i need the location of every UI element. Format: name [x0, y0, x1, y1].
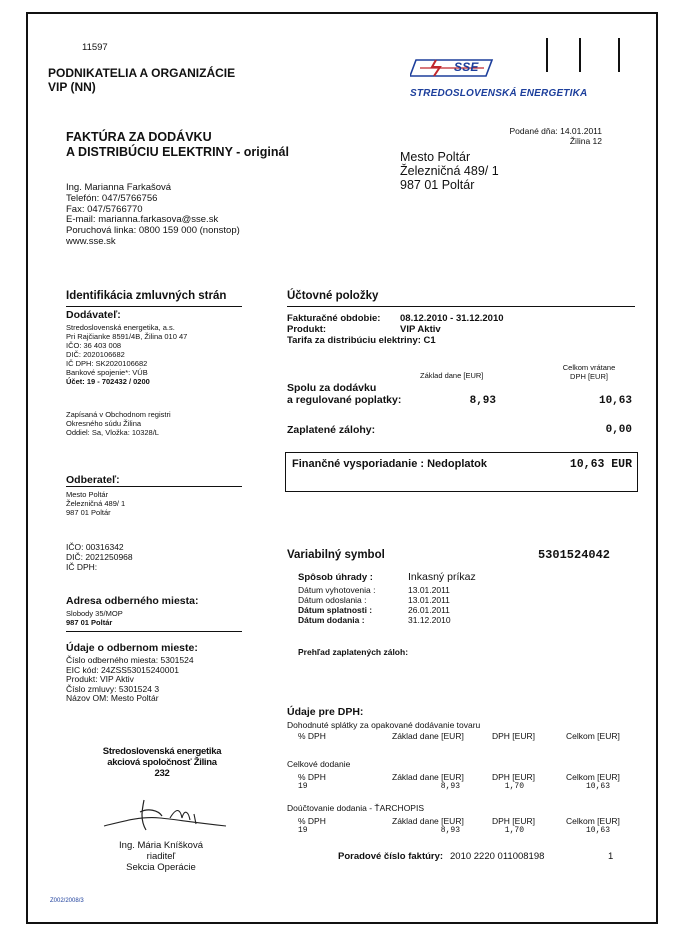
period-label: Fakturačné obdobie: [287, 313, 381, 324]
col-base-header: Základ dane [EUR] [420, 371, 484, 380]
delivery-address: Slobody 35/MOP 987 01 Poltár [66, 609, 123, 627]
vat-rate-value: 19 [298, 826, 308, 835]
accounting-title: Účtovné položky [287, 290, 379, 302]
vat-base-value: 8,93 [440, 782, 460, 791]
invoice-number-label: Poradové číslo faktúry: [338, 851, 444, 862]
customer-address: Mesto Poltár Železničná 489/ 1 987 01 Poltár [66, 490, 126, 517]
divider [66, 631, 242, 632]
company-logo [410, 56, 498, 80]
point-details: Číslo odberného miesta: 5301524 EIC kód: 24ZSS53015240001 Produkt: VIP Aktiv Číslo zmluvy: 5301524 3 Názov OM: Mesto Poltár [66, 655, 194, 704]
dates-labels: Dátum vyhotovenia : Dátum odoslania : Dátum splatnosti : Dátum dodania : [298, 585, 376, 625]
vat-col-total: Celkom [EUR] [566, 731, 620, 741]
vat-amount-value: 1,70 [504, 826, 524, 835]
registry-info: Zapísaná v Obchodnom registri Okresného súdu Žilina Oddiel: Sa, Vložka: 10328/L [66, 410, 171, 437]
vat-total-value: 10,63 [585, 782, 610, 791]
advances-label: Zaplatené zálohy: [287, 424, 376, 436]
payment-method-label: Spôsob úhrady : [298, 572, 373, 583]
payment-method-value: Inkasný príkaz [408, 571, 476, 583]
tariff: Tarifa za distribúciu elektriny: C1 [287, 335, 436, 346]
sum-total-value: 10,63 [598, 395, 632, 407]
barcode-marks [546, 38, 626, 72]
recipient-address: Mesto Poltár Železničná 489/ 1 987 01 Poltár [400, 150, 499, 192]
vat-col-rate: % DPH [298, 772, 326, 782]
supplier-details: Stredoslovenská energetika, a.s. Pri Rajčianke 8591/4B, Žilina 010 47 IČO: 36 403 008 DIČ: 2020106682 IČ DPH: SK2020106682 Bankové spojenie*: VÚB Účet: 19 - 702432 / 0200 [66, 323, 188, 386]
vat-col-vat: DPH [EUR] [492, 731, 535, 741]
form-code: Z002/2008/3 [50, 898, 84, 904]
settlement-label: Finančné vysporiadanie : Nedoplatok [292, 458, 487, 470]
email-link[interactable]: E-mail: marianna.farkasova@sse.sk [66, 214, 219, 226]
vat-base-value: 8,93 [440, 826, 460, 835]
period-value: 08.12.2010 - 31.12.2010 [400, 313, 504, 324]
vat-col-total: Celkom [EUR] [566, 816, 620, 826]
customer-title: Odberateľ: [66, 474, 120, 486]
sum-label: Spolu za dodávku a regulované poplatky: [287, 382, 402, 406]
sum-base-value: 8,93 [469, 395, 496, 407]
company-stamp: Stredoslovenská energetika akciová spoločnosť Žilina 232 [102, 746, 222, 779]
bank-account: Účet: 19 - 702432 / 0200 [66, 377, 150, 386]
vat-total-value: 10,63 [585, 826, 610, 835]
vat-col-base: Základ dane [EUR] [392, 772, 464, 782]
page-number: 1 [608, 851, 614, 862]
filing-info: Podané dňa: 14.01.2011 Žilina 12 [509, 126, 602, 146]
customer-category: PODNIKATELIA A ORGANIZÁCIE VIP (NN) [48, 66, 236, 94]
vat-block-title: Celkové dodanie [287, 759, 351, 769]
signature [100, 796, 230, 836]
advances-value: 0,00 [605, 424, 632, 436]
document-number: 11597 [82, 42, 108, 53]
point-title: Údaje o odbernom mieste: [66, 642, 198, 654]
logo-text: SSE [454, 60, 479, 74]
product-value: VIP Aktiv [400, 324, 441, 335]
divider [66, 486, 242, 487]
supplier-title: Dodávateľ: [66, 309, 121, 321]
dates-values: 13.01.2011 13.01.2011 26.01.2011 31.12.2010 [408, 585, 451, 625]
invoice-number-value: 2010 2220 011008198 [450, 851, 545, 862]
vat-col-vat: DPH [EUR] [492, 772, 535, 782]
vat-block-title: Doúčtovanie dodania - ŤARCHOPIS [287, 803, 425, 813]
divider [287, 306, 635, 307]
col-total-header: Celkom vrátane DPH [EUR] [562, 363, 616, 381]
variable-symbol-label: Variabilný symbol [287, 549, 385, 561]
variable-symbol-value: 5301524042 [537, 548, 610, 562]
vat-col-rate: % DPH [298, 731, 326, 741]
settlement-value: 10,63 EUR [569, 458, 632, 471]
website-link[interactable]: www.sse.sk [66, 235, 116, 247]
contact-block: Ing. Marianna Farkašová Telefón: 047/5766756 Fax: 047/5766770 E-mail: marianna.farkasova@sse.sk Poruchová linka: 0800 159 000 (nonstop) www.sse.sk [66, 182, 240, 247]
identification-title: Identifikácia zmluvných strán [66, 290, 227, 302]
advances-overview: Prehľad zaplatených záloh: [298, 647, 409, 657]
customer-ids: IČO: 00316342 DIČ: 2021250968 IČ DPH: [66, 542, 133, 572]
invoice-title: FAKTÚRA ZA DODÁVKU A DISTRIBÚCIU ELEKTRINY - originál [66, 130, 289, 159]
vat-amount-value: 1,70 [504, 782, 524, 791]
divider [66, 306, 242, 307]
vat-col-total: Celkom [EUR] [566, 772, 620, 782]
vat-rate-value: 19 [298, 782, 308, 791]
vat-col-vat: DPH [EUR] [492, 816, 535, 826]
signatory-block: Ing. Mária Kníšková riaditeľ Sekcia Operácie [119, 840, 203, 873]
vat-subtitle: Dohodnuté splátky za opakované dodávanie tovaru [287, 720, 481, 730]
delivery-title: Adresa odberného miesta: [66, 595, 199, 607]
vat-title: Údaje pre DPH: [287, 706, 364, 718]
company-brand: STREDOSLOVENSKÁ ENERGETIKA [410, 88, 588, 99]
product-label: Produkt: [287, 324, 327, 335]
vat-col-rate: % DPH [298, 816, 326, 826]
vat-col-base: Základ dane [EUR] [392, 816, 464, 826]
vat-col-base: Základ dane [EUR] [392, 731, 464, 741]
